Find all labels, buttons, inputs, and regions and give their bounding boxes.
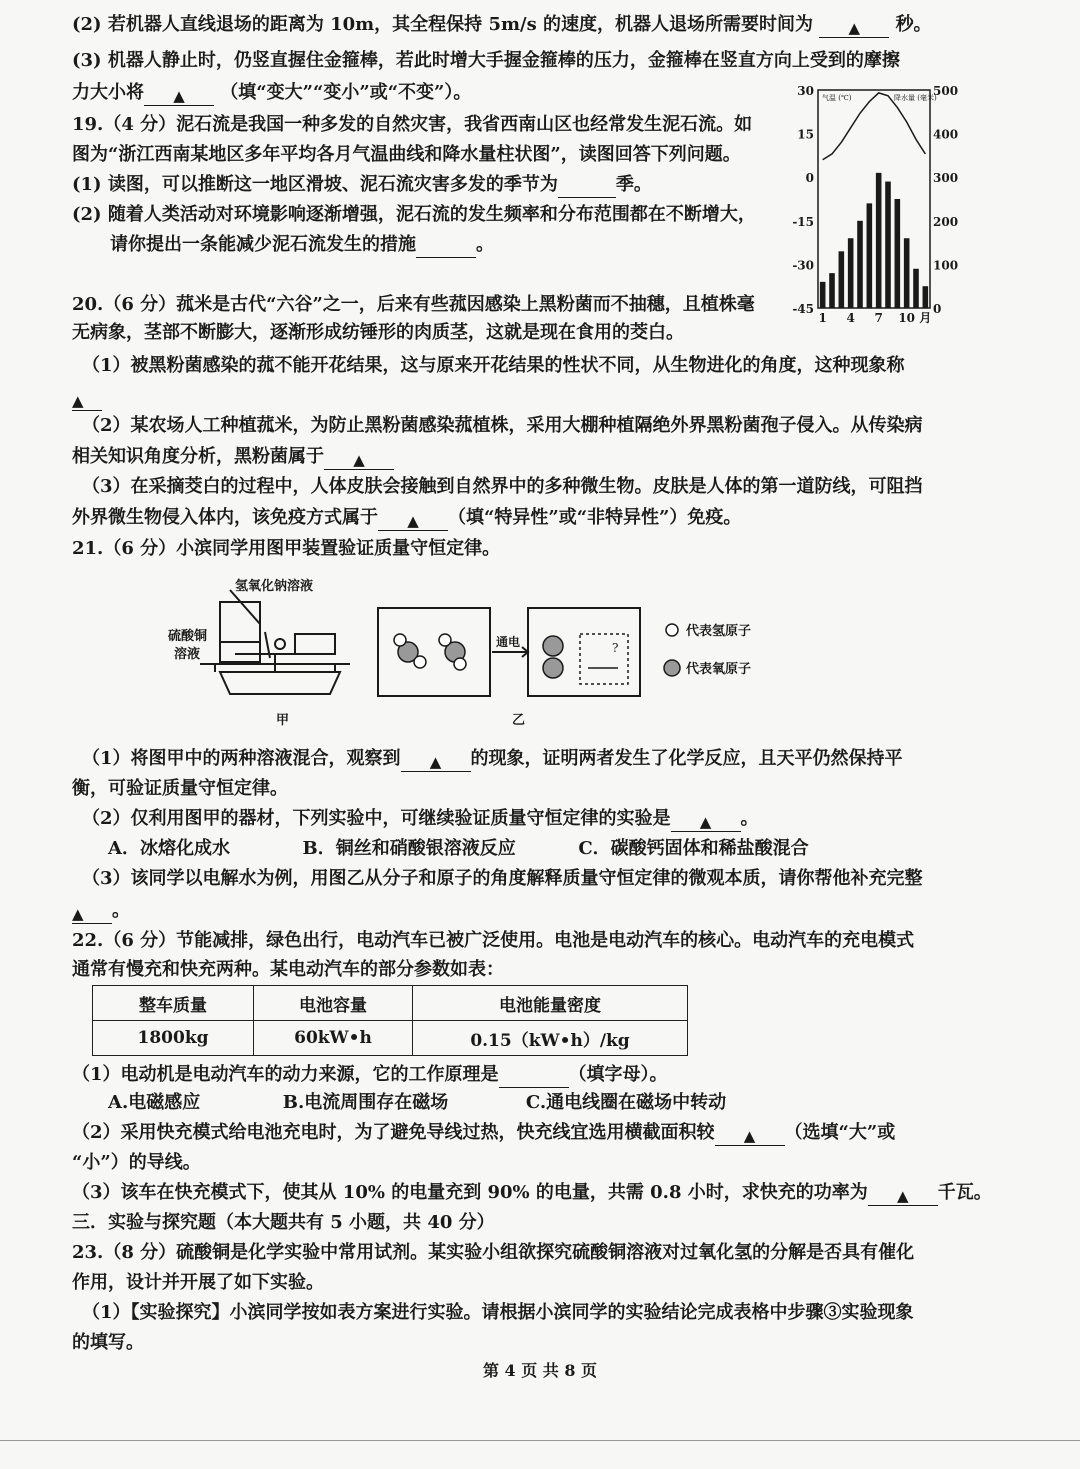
month-tick-label: 月 — [919, 311, 932, 325]
value-battery-capacity: 60kW•h — [254, 1021, 413, 1056]
precip-bar — [895, 199, 901, 308]
answer-blank[interactable]: ▲ — [401, 749, 471, 772]
temp-axis-label: 气温 (℃) — [822, 94, 852, 102]
q18-2: (2) 若机器人直线退场的距离为 10m，其全程保持 5m/s 的速度，机器人退场所需要时间为 ▲ 秒。 — [72, 14, 932, 37]
label-naoh: 氢氧化钠溶液 — [235, 579, 314, 594]
climate-chart — [780, 80, 970, 330]
q20-1: （1）被黑粉菌感染的菰不能开花结果，这与原来开花结果的性状不同，从生物进化的角度，这种现象称 — [82, 355, 905, 376]
q22-3: （3）该车在快充模式下，使其从 10% 的电量充到 90% 的电量，共需 0.8 小时，求快充的功率为 ▲ 千瓦。 — [72, 1182, 992, 1205]
label-electrolysis: 通电 — [496, 635, 521, 649]
q21-options — [108, 836, 1008, 862]
temp-tick-label: -30 — [792, 258, 814, 273]
balance-figure-jia — [200, 590, 350, 694]
q19-stem2: 图为“浙江西南某地区多年平均各月气温曲线和降水量柱状图”，读图回答下列问题。 — [72, 144, 741, 165]
precip-tick-label: 300 — [933, 171, 959, 186]
table-header-row — [93, 986, 688, 1021]
precip-tick-label: 0 — [933, 302, 942, 316]
answer-blank[interactable]: ▲ — [72, 901, 112, 924]
q23-stem2: 作用，设计并开展了如下实验。 — [72, 1272, 324, 1293]
option-c[interactable]: C．碳酸钙固体和稀盐酸混合 — [578, 838, 809, 859]
month-tick-label: 4 — [846, 311, 855, 325]
q20-stem2: 无病象，茎部不断膨大，逐渐形成纺锤形的肉质茎，这就是现在食用的茭白。 — [72, 322, 684, 343]
q21-2: （2）仅利用图甲的器材，下列实验中，可继续验证质量守恒定律的实验是 ▲ 。 — [82, 808, 759, 831]
q18-3: (3) 机器人静止时，仍竖直握住金箍棒，若此时增大手握金箍棒的压力，金箍棒在竖直方向上受到的摩擦 — [72, 50, 900, 71]
header-vehicle-mass: 整车质量 — [93, 986, 254, 1021]
q22-1: （1）电动机是电动汽车的动力来源，它的工作原理是 （填字母）。 — [72, 1062, 972, 1088]
answer-blank[interactable]: ▲ — [671, 809, 741, 832]
water-molecules — [394, 634, 466, 670]
answer-blank[interactable]: ▲ — [715, 1123, 785, 1146]
precip-bar — [904, 238, 910, 308]
temp-tick-label: 30 — [797, 84, 814, 98]
header-battery-capacity: 电池容量 — [254, 986, 413, 1021]
q20-1-blank[interactable]: ▲ — [72, 385, 972, 411]
option-a[interactable]: A．冰熔化成水 — [108, 838, 230, 859]
missing-part-box — [580, 634, 628, 684]
temperature-line — [823, 93, 926, 160]
option-c[interactable]: C.通电线圈在磁场中转动 — [525, 1092, 727, 1113]
q22-2: （2）采用快充模式给电池充电时，为了避免导线过热，快充线宜选用横截面积较 ▲ （选填“大”或 — [72, 1122, 896, 1145]
precip-axis-label: 降水量 (毫米) — [894, 94, 937, 102]
q19-1: (1) 读图，可以推断这一地区滑坡、泥石流灾害多发的季节为 季。 — [72, 172, 772, 198]
precip-bar — [867, 203, 873, 308]
ev-parameter-table — [92, 985, 688, 1056]
q23-1b: 的填写。 — [72, 1332, 144, 1353]
q23-stem: 23.（8 分）硫酸铜是化学实验中常用试剂。某实验小组欲探究硫酸铜溶液对过氧化氢的分解是否具有催化 — [72, 1242, 915, 1263]
q22-options — [108, 1090, 1008, 1116]
q19-stem: 19.（4 分）泥石流是我国一种多发的自然灾害，我省西南山区也经常发生泥石流。如 — [72, 114, 753, 135]
temp-tick-label: -15 — [792, 214, 814, 229]
label-solution: 溶液 — [174, 647, 201, 662]
q20-stem: 20.（6 分）菰米是古代“六谷”之一，后来有些菰因感染上黑粉菌而不抽穗，且植株毫 — [72, 294, 755, 315]
answer-blank[interactable]: ▲ — [324, 447, 394, 470]
precip-bar — [848, 238, 854, 308]
option-a[interactable]: A.电磁感应 — [108, 1092, 201, 1113]
placeholder-mark: ? — [612, 641, 619, 655]
page-footer: 第 4 页 共 8 页 — [482, 1361, 598, 1380]
q21-1b: 衡，可验证质量守恒定律。 — [72, 778, 288, 799]
temp-tick-label: -45 — [792, 302, 814, 316]
month-tick-label: 7 — [874, 311, 883, 325]
q21-3b: ▲ 。 — [72, 900, 130, 923]
answer-blank[interactable]: ▲ — [868, 1183, 938, 1206]
precip-bar — [857, 221, 863, 308]
answer-blank[interactable] — [558, 175, 616, 198]
q21-1: （1）将图甲中的两种溶液混合，观察到 ▲ 的现象，证明两者发生了化学反应，且天平仍然保持平 — [82, 748, 903, 771]
precip-tick-label: 400 — [933, 127, 959, 142]
q22-stem: 22.（6 分）节能减排，绿色出行，电动汽车已被广泛使用。电池是电动汽车的核心。电动汽车的充电模式 — [72, 930, 915, 951]
precip-bar — [876, 173, 882, 308]
table-row — [93, 1021, 688, 1056]
q19-2: (2) 随着人类活动对环境影响逐渐增强，泥石流的发生频率和分布范围都在不断增大， — [72, 204, 756, 225]
header-energy-density: 电池能量密度 — [413, 986, 688, 1021]
option-b[interactable]: B.电流周围存在磁场 — [282, 1092, 449, 1113]
q20-2: （2）某农场人工种植菰米，为防止黑粉菌感染菰植株，采用大棚种植隔绝外界黑粉菌孢子侵入。从传染病 — [82, 415, 923, 436]
q21-stem: 21.（6 分）小滨同学用图甲装置验证质量守恒定律。 — [72, 538, 501, 559]
apparatus-figure — [160, 572, 800, 732]
legend-hydrogen: 代表氢原子 — [686, 624, 752, 639]
value-vehicle-mass: 1800kg — [93, 1021, 254, 1056]
box-before — [378, 608, 490, 696]
q22-stem2: 通常有慢充和快充两种。某电动汽车的部分参数如表： — [72, 959, 504, 980]
climate-plot — [792, 84, 958, 325]
precip-bar — [913, 269, 919, 308]
precip-bar — [839, 251, 845, 308]
bottom-divider — [0, 1440, 1080, 1441]
q22-2b: “小”）的导线。 — [72, 1152, 201, 1173]
answer-blank[interactable]: ▲ — [378, 508, 448, 531]
answer-blank[interactable]: ▲ — [144, 83, 214, 106]
value-energy-density: 0.15（kW•h）/kg — [413, 1021, 688, 1056]
label-yi: 乙 — [512, 713, 526, 728]
legend-oxygen: 代表氧原子 — [686, 662, 752, 677]
answer-blank[interactable]: ▲ — [819, 15, 889, 38]
q21-3: （3）该同学以电解水为例，用图乙从分子和原子的角度解释质量守恒定律的微观本质，请你帮他补充完整 — [82, 868, 923, 889]
temp-tick-label: 0 — [805, 171, 814, 186]
answer-blank[interactable] — [499, 1065, 569, 1088]
precip-bar — [923, 286, 929, 308]
precip-tick-label: 200 — [933, 214, 959, 229]
q20-3b: 外界微生物侵入体内，该免疫方式属于 ▲ （填“特异性”或“非特异性”）免疫。 — [72, 507, 742, 530]
month-tick-label: 1 — [818, 311, 827, 325]
month-tick-label: 10 — [898, 311, 916, 325]
q18-3b: 力大小将 ▲ （填“变大”“变小”或“不变”）。 — [72, 82, 472, 105]
answer-blank[interactable] — [416, 235, 476, 258]
q23-1: （1）【实验探究】小滨同学按如表方案进行实验。请根据小滨同学的实验结论完成表格中步骤③实验现象 — [82, 1302, 914, 1323]
label-cuso4: 硫酸铜 — [168, 629, 208, 644]
label-jia: 甲 — [276, 713, 290, 728]
hydrogen-legend-icon — [666, 624, 678, 636]
q19-2b: 请你提出一条能减少泥石流发生的措施 。 — [110, 232, 770, 258]
q20-2b: 相关知识角度分析，黑粉菌属于 ▲ — [72, 444, 972, 470]
precip-bar — [829, 273, 835, 308]
q20-3: （3）在采摘茭白的过程中，人体皮肤会接触到自然界中的多种微生物。皮肤是人体的第一道防线，可阻挡 — [82, 476, 923, 497]
precip-tick-label: 500 — [933, 84, 959, 98]
option-b[interactable]: B．铜丝和硝酸银溶液反应 — [302, 838, 516, 859]
precip-bar — [885, 182, 891, 308]
oxygen-molecule — [543, 636, 563, 678]
precip-tick-label: 100 — [933, 258, 959, 273]
temp-tick-label: 15 — [797, 127, 814, 142]
oxygen-legend-icon — [664, 660, 680, 676]
section-3-title: 三．实验与探究题（本大题共有 5 小题，共 40 分） — [72, 1212, 495, 1233]
precip-bar — [820, 282, 826, 308]
